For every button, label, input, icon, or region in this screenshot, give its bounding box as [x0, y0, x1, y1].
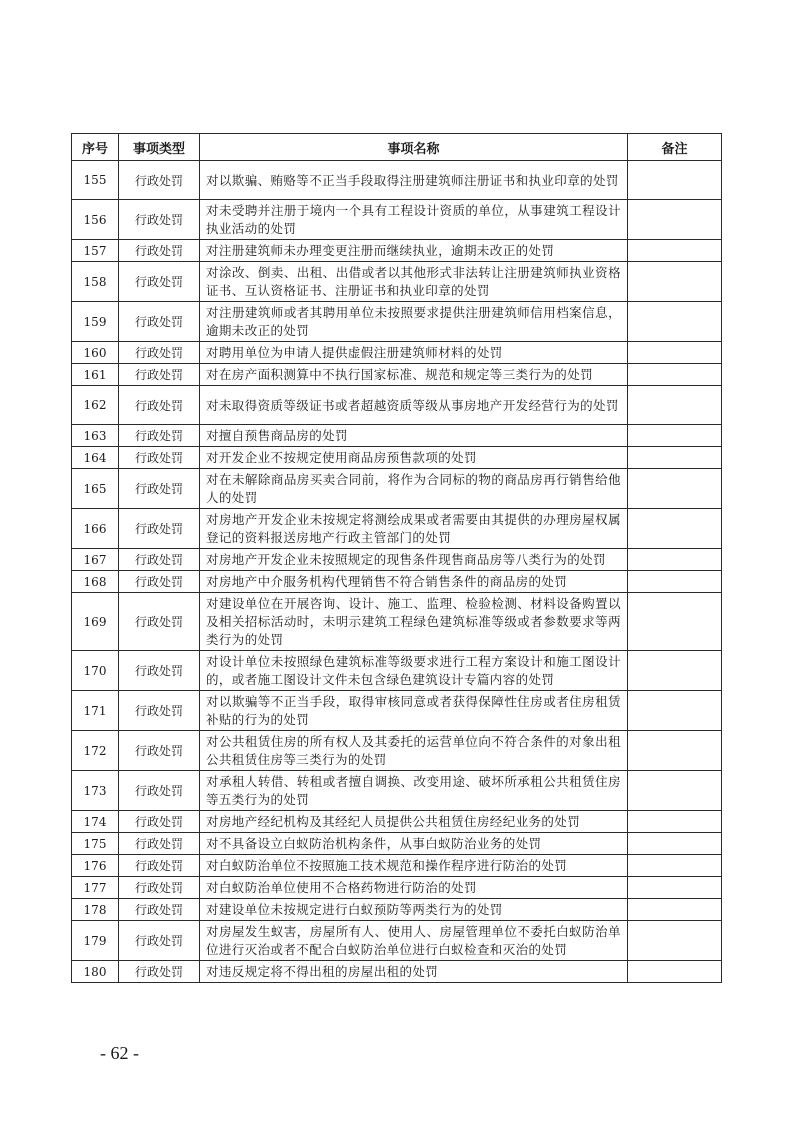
table-row: [72, 811, 722, 833]
table-row: [72, 593, 722, 651]
row-note: [628, 899, 722, 921]
row-number: 177: [72, 877, 119, 899]
row-note: [628, 771, 722, 811]
row-type: 行政处罚: [119, 833, 200, 855]
row-name: 对开发企业不按规定使用商品房预售款项的处罚: [200, 447, 628, 469]
row-name: 对房地产经纪机构及其经纪人员提供公共租赁住房经纪业务的处罚: [200, 811, 628, 833]
row-number: 167: [72, 549, 119, 571]
row-type: 行政处罚: [119, 961, 200, 983]
row-number: 169: [72, 593, 119, 651]
row-type: 行政处罚: [119, 447, 200, 469]
row-note: [628, 877, 722, 899]
row-type: 行政处罚: [119, 877, 200, 899]
row-type: 行政处罚: [119, 364, 200, 386]
row-type: 行政处罚: [119, 302, 200, 342]
row-type: 行政处罚: [119, 571, 200, 593]
row-name: 对建设单位未按规定进行白蚁预防等两类行为的处罚: [200, 899, 628, 921]
row-note: [628, 302, 722, 342]
table-row: [72, 161, 722, 200]
row-number: 164: [72, 447, 119, 469]
row-note: [628, 651, 722, 691]
row-name: 对在房产面积测算中不执行国家标准、规范和规定等三类行为的处罚: [200, 364, 628, 386]
table-row: [72, 833, 722, 855]
row-note: [628, 855, 722, 877]
row-type: 行政处罚: [119, 469, 200, 509]
row-type: 行政处罚: [119, 240, 200, 262]
table-row: [72, 921, 722, 961]
table-row: [72, 302, 722, 342]
row-number: 155: [72, 161, 119, 200]
row-note: [628, 386, 722, 425]
header-note: 备注: [628, 134, 722, 161]
row-number: 157: [72, 240, 119, 262]
page-number: [0, 1043, 793, 1064]
table-row: [72, 342, 722, 364]
row-name: 对建设单位在开展咨询、设计、施工、监理、检验检测、材料设备购置以及相关招标活动时，未明示建筑工程绿色建筑标准等级或者参数要求等两类行为的处罚: [200, 593, 628, 651]
row-type: 行政处罚: [119, 855, 200, 877]
row-type: 行政处罚: [119, 691, 200, 731]
row-note: [628, 469, 722, 509]
row-note: [628, 571, 722, 593]
row-name: 对以欺骗、贿赂等不正当手段取得注册建筑师注册证书和执业印章的处罚: [200, 161, 628, 200]
row-name: 对聘用单位为申请人提供虚假注册建筑师材料的处罚: [200, 342, 628, 364]
row-number: 178: [72, 899, 119, 921]
table-row: [72, 240, 722, 262]
row-number: 165: [72, 469, 119, 509]
row-type: 行政处罚: [119, 899, 200, 921]
row-note: [628, 961, 722, 983]
row-note: [628, 262, 722, 302]
row-note: [628, 731, 722, 771]
row-name: 对注册建筑师未办理变更注册而继续执业，逾期未改正的处罚: [200, 240, 628, 262]
penalty-items-table: [71, 133, 722, 983]
row-note: [628, 691, 722, 731]
row-name: 对房地产中介服务机构代理销售不符合销售条件的商品房的处罚: [200, 571, 628, 593]
table-row: [72, 771, 722, 811]
row-type: 行政处罚: [119, 509, 200, 549]
row-name: 对在未解除商品房买卖合同前，将作为合同标的物的商品房再行销售给他人的处罚: [200, 469, 628, 509]
header-type: 事项类型: [119, 134, 200, 161]
row-number: 175: [72, 833, 119, 855]
table-row: [72, 855, 722, 877]
row-name: 对未受聘并注册于境内一个具有工程设计资质的单位，从事建筑工程设计执业活动的处罚: [200, 200, 628, 240]
row-name: 对承租人转借、转租或者擅自调换、改变用途、破坏所承租公共租赁住房等五类行为的处罚: [200, 771, 628, 811]
table-row: [72, 877, 722, 899]
row-name: 对注册建筑师或者其聘用单位未按照要求提供注册建筑师信用档案信息，逾期未改正的处罚: [200, 302, 628, 342]
row-note: [628, 364, 722, 386]
row-name: 对房屋发生蚁害，房屋所有人、使用人、房屋管理单位不委托白蚁防治单位进行灭治或者不配合白蚁防治单位进行白蚁检查和灭治的处罚: [200, 921, 628, 961]
row-number: 163: [72, 425, 119, 447]
table-row: [72, 651, 722, 691]
table-row: [72, 691, 722, 731]
header-name: 事项名称: [200, 134, 628, 161]
table-row: [72, 899, 722, 921]
row-note: [628, 921, 722, 961]
row-number: 170: [72, 651, 119, 691]
row-name: 对擅自预售商品房的处罚: [200, 425, 628, 447]
row-number: 176: [72, 855, 119, 877]
row-number: 166: [72, 509, 119, 549]
row-number: 179: [72, 921, 119, 961]
row-number: 162: [72, 386, 119, 425]
table-row: [72, 386, 722, 425]
table-row: [72, 200, 722, 240]
row-type: 行政处罚: [119, 593, 200, 651]
row-type: 行政处罚: [119, 425, 200, 447]
row-note: [628, 509, 722, 549]
row-type: 行政处罚: [119, 549, 200, 571]
row-number: 173: [72, 771, 119, 811]
row-note: [628, 549, 722, 571]
table-row: [72, 425, 722, 447]
row-number: 161: [72, 364, 119, 386]
row-name: 对不具备设立白蚁防治机构条件，从事白蚁防治业务的处罚: [200, 833, 628, 855]
row-name: 对设计单位未按照绿色建筑标准等级要求进行工程方案设计和施工图设计的，或者施工图设计文件未包含绿色建筑设计专篇内容的处罚: [200, 651, 628, 691]
row-number: 160: [72, 342, 119, 364]
table-header-row: [72, 134, 722, 161]
row-name: 对房地产开发企业未按照规定的现售条件现售商品房等八类行为的处罚: [200, 549, 628, 571]
row-name: 对公共租赁住房的所有权人及其委托的运营单位向不符合条件的对象出租公共租赁住房等三类行为的处罚: [200, 731, 628, 771]
row-note: [628, 425, 722, 447]
table-row: [72, 469, 722, 509]
row-number: 158: [72, 262, 119, 302]
row-type: 行政处罚: [119, 811, 200, 833]
row-note: [628, 833, 722, 855]
table-row: [72, 571, 722, 593]
table-row: [72, 447, 722, 469]
table-row: [72, 262, 722, 302]
row-name: 对房地产开发企业未按规定将测绘成果或者需要由其提供的办理房屋权属登记的资料报送房地产行政主管部门的处罚: [200, 509, 628, 549]
table-row: [72, 961, 722, 983]
row-name: 对涂改、倒卖、出租、出借或者以其他形式非法转让注册建筑师执业资格证书、互认资格证书、注册证书和执业印章的处罚: [200, 262, 628, 302]
row-type: 行政处罚: [119, 200, 200, 240]
row-name: 对违反规定将不得出租的房屋出租的处罚: [200, 961, 628, 983]
row-number: 171: [72, 691, 119, 731]
row-note: [628, 240, 722, 262]
table-row: [72, 549, 722, 571]
row-number: 174: [72, 811, 119, 833]
row-type: 行政处罚: [119, 342, 200, 364]
row-note: [628, 342, 722, 364]
row-number: 180: [72, 961, 119, 983]
row-type: 行政处罚: [119, 262, 200, 302]
row-note: [628, 811, 722, 833]
table-body: [72, 161, 722, 983]
row-number: 172: [72, 731, 119, 771]
row-name: 对白蚁防治单位不按照施工技术规范和操作程序进行防治的处罚: [200, 855, 628, 877]
row-note: [628, 200, 722, 240]
row-type: 行政处罚: [119, 386, 200, 425]
row-number: 168: [72, 571, 119, 593]
row-type: 行政处罚: [119, 651, 200, 691]
row-number: 159: [72, 302, 119, 342]
row-note: [628, 161, 722, 200]
table-row: [72, 509, 722, 549]
row-type: 行政处罚: [119, 771, 200, 811]
page-number-text: - 62 -: [100, 1043, 139, 1063]
table-row: [72, 364, 722, 386]
row-note: [628, 447, 722, 469]
header-no: 序号: [72, 134, 119, 161]
table-row: [72, 731, 722, 771]
row-type: 行政处罚: [119, 731, 200, 771]
row-type: 行政处罚: [119, 921, 200, 961]
row-number: 156: [72, 200, 119, 240]
row-name: 对以欺骗等不正当手段，取得审核同意或者获得保障性住房或者住房租赁补贴的行为的处罚: [200, 691, 628, 731]
row-name: 对未取得资质等级证书或者超越资质等级从事房地产开发经营行为的处罚: [200, 386, 628, 425]
row-type: 行政处罚: [119, 161, 200, 200]
row-note: [628, 593, 722, 651]
row-name: 对白蚁防治单位使用不合格药物进行防治的处罚: [200, 877, 628, 899]
